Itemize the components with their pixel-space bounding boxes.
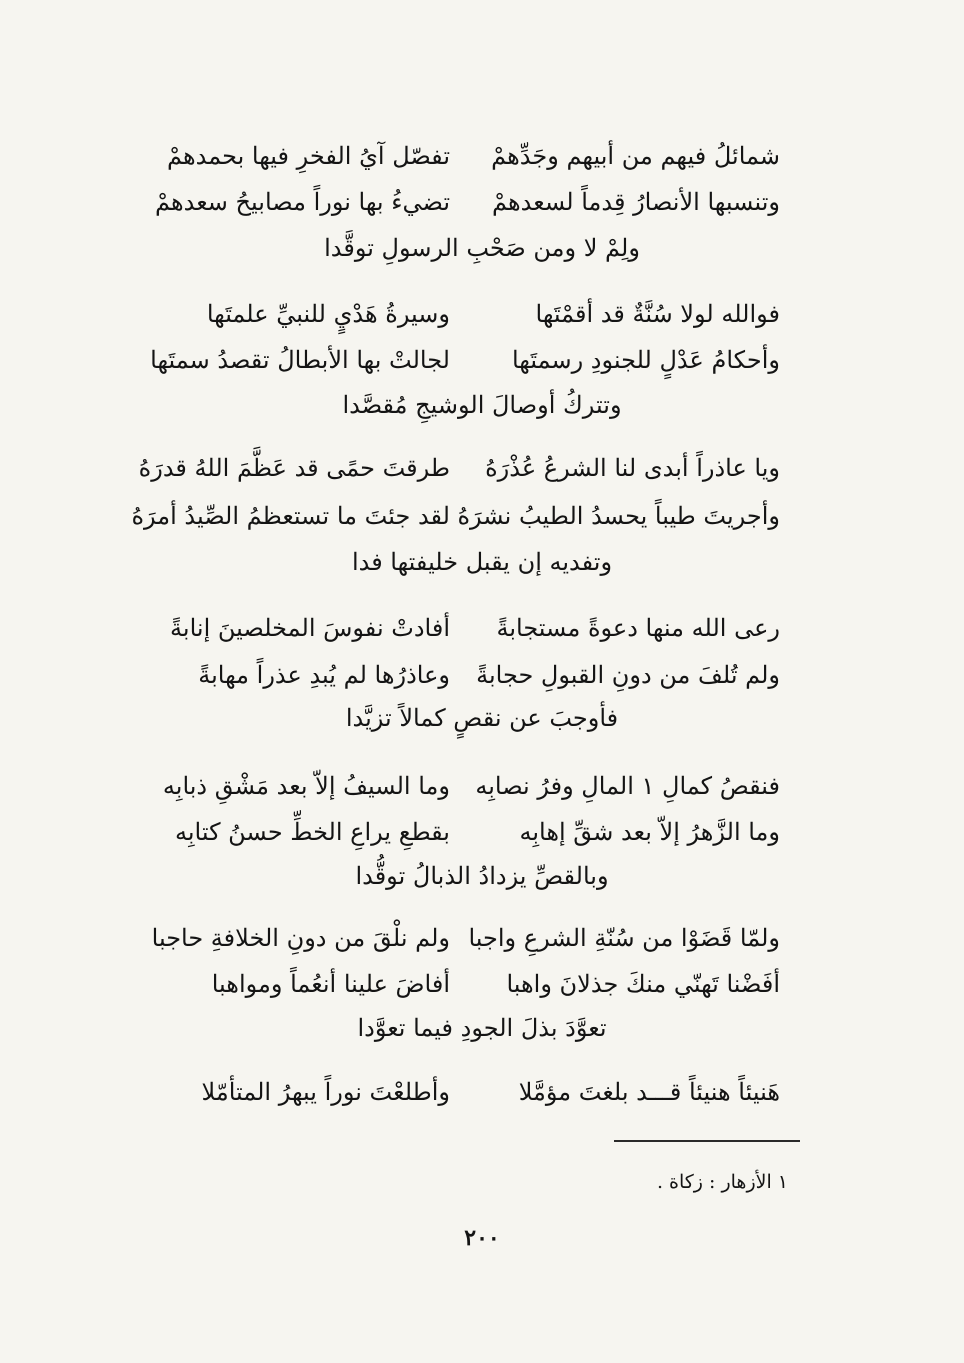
verse-second-hemistich: وعاذرُها لم يُبدِ عذراً مهابةً [198,661,450,689]
verse-first-hemistich: هَنيئاً هنيئاً قـــد بلغتَ مؤمَّلا [518,1078,780,1106]
verse-first-hemistich: فوالله لولا سُنَّةٌ قد أقمْتَها [535,300,780,328]
verse-second-hemistich: تضيءُ بها نوراً مصابيحُ سعدهمْ [155,188,450,216]
verse-line [130,918,780,958]
verse-line [130,340,780,380]
verse-first-hemistich: ولم تُلفَ من دونِ القبولِ حجابةً [476,661,780,689]
verse-first-hemistich: شمائلُ فيهم من أبيهم وجَدِّهمْ [491,142,780,170]
verse-first-hemistich: رعى الله منها دعوةً مستجابةً [496,614,780,642]
verse-second-hemistich: أفادتْ نفوسَ المخلصينَ إنابةً [170,614,450,642]
verse-second-hemistich: تفصّل آيُ الفخرِ فيها بحمدهمْ [167,142,450,170]
verse-second-hemistich: وسيرةُ هَدْيٍ للنبيِّ علمتَها [206,300,450,328]
verse-refrain: وتتركُ أوصالَ الوشيجِ مُقصَّدا [342,391,622,419]
verse-second-hemistich: أفاضَ علينا أنعُماً ومواهبا [211,970,450,998]
verse-first-hemistich: وتنسبها الأنصارُ قِدماً لسعدهمْ [492,188,780,216]
page-number: ٢٠٠ [464,1225,500,1251]
verse-first-hemistich: أفَضْنا تَهنّي منكَ جذلانَ واهبا [506,970,780,998]
verse-first-hemistich: ولمّا قَضَوْا من سُنّةِ الشرعِ واجبا [468,924,780,952]
footnote: ١ الأزهار : زكاة . [656,1171,788,1193]
verse-line [130,655,780,695]
verse-line [130,1072,780,1112]
verse-line [130,294,780,334]
verse-refrain: وتفديه إن يقبل خليفتها فدا [351,548,613,576]
verse-second-hemistich: وما السيفُ إلاّ بعد مَشْقِ ذبابِه [162,772,450,800]
verse-line [130,608,780,648]
footnote-divider [614,1140,800,1142]
verse-first-hemistich: فنقصُ كمالِ ١ المالِ وفرُ نصابِه [475,772,780,800]
verse-line [130,812,780,852]
verse-second-hemistich: طرقتَ حمًى قد عَظَّمَ اللهُ قدرَهُ [138,454,450,482]
verse-line [130,136,780,176]
verse-refrain: ولِمْ لا ومن صَحْبِ الرسولِ توقَّدا [324,234,640,262]
verse-second-hemistich: بقطعِ يراعِ الخطِّ حسنُ كتابِه [174,818,450,846]
verse-refrain: فأوجبَ عن نقصٍ كمالاً تزيَّدا [345,704,619,732]
verse-line [130,448,780,488]
verse-first-hemistich: ويا عاذراً أبدى لنا الشرعُ عُذْرَهُ [485,454,780,482]
verse-line [130,182,780,222]
verse-first-hemistich: وما الزَّهرُ إلاّ بعد شقِّ إهابِه [519,818,780,846]
verse-refrain: وبالقصِّ يزدادُ الذبالُ توقُّدا [355,862,609,890]
verse-second-hemistich: ولم نلْقَ من دونِ الخلافةِ حاجبا [151,924,450,952]
verse-second-hemistich: وأطلعْتَ نوراً يبهرُ المتأمّلا [201,1078,450,1106]
verse-line [130,964,780,1004]
verse-line [130,766,780,806]
verse-refrain: تعوَّدَ بذلَ الجودِ فيما تعوَّدا [357,1014,607,1042]
verse-first-hemistich: وأجريتَ طيباً يحسدُ الطيبُ نشرَهُ [457,502,780,530]
verse-line [130,496,780,536]
verse-second-hemistich: لقد جئتَ ما تستعظمُ الصِّيدُ أمرَهُ [131,502,450,530]
verse-first-hemistich: وأحكامُ عَدْلٍ للجنودِ رسمتَها [511,346,780,374]
verse-second-hemistich: لجالتْ بها الأبطالُ تقصدُ سمتَها [150,346,450,374]
